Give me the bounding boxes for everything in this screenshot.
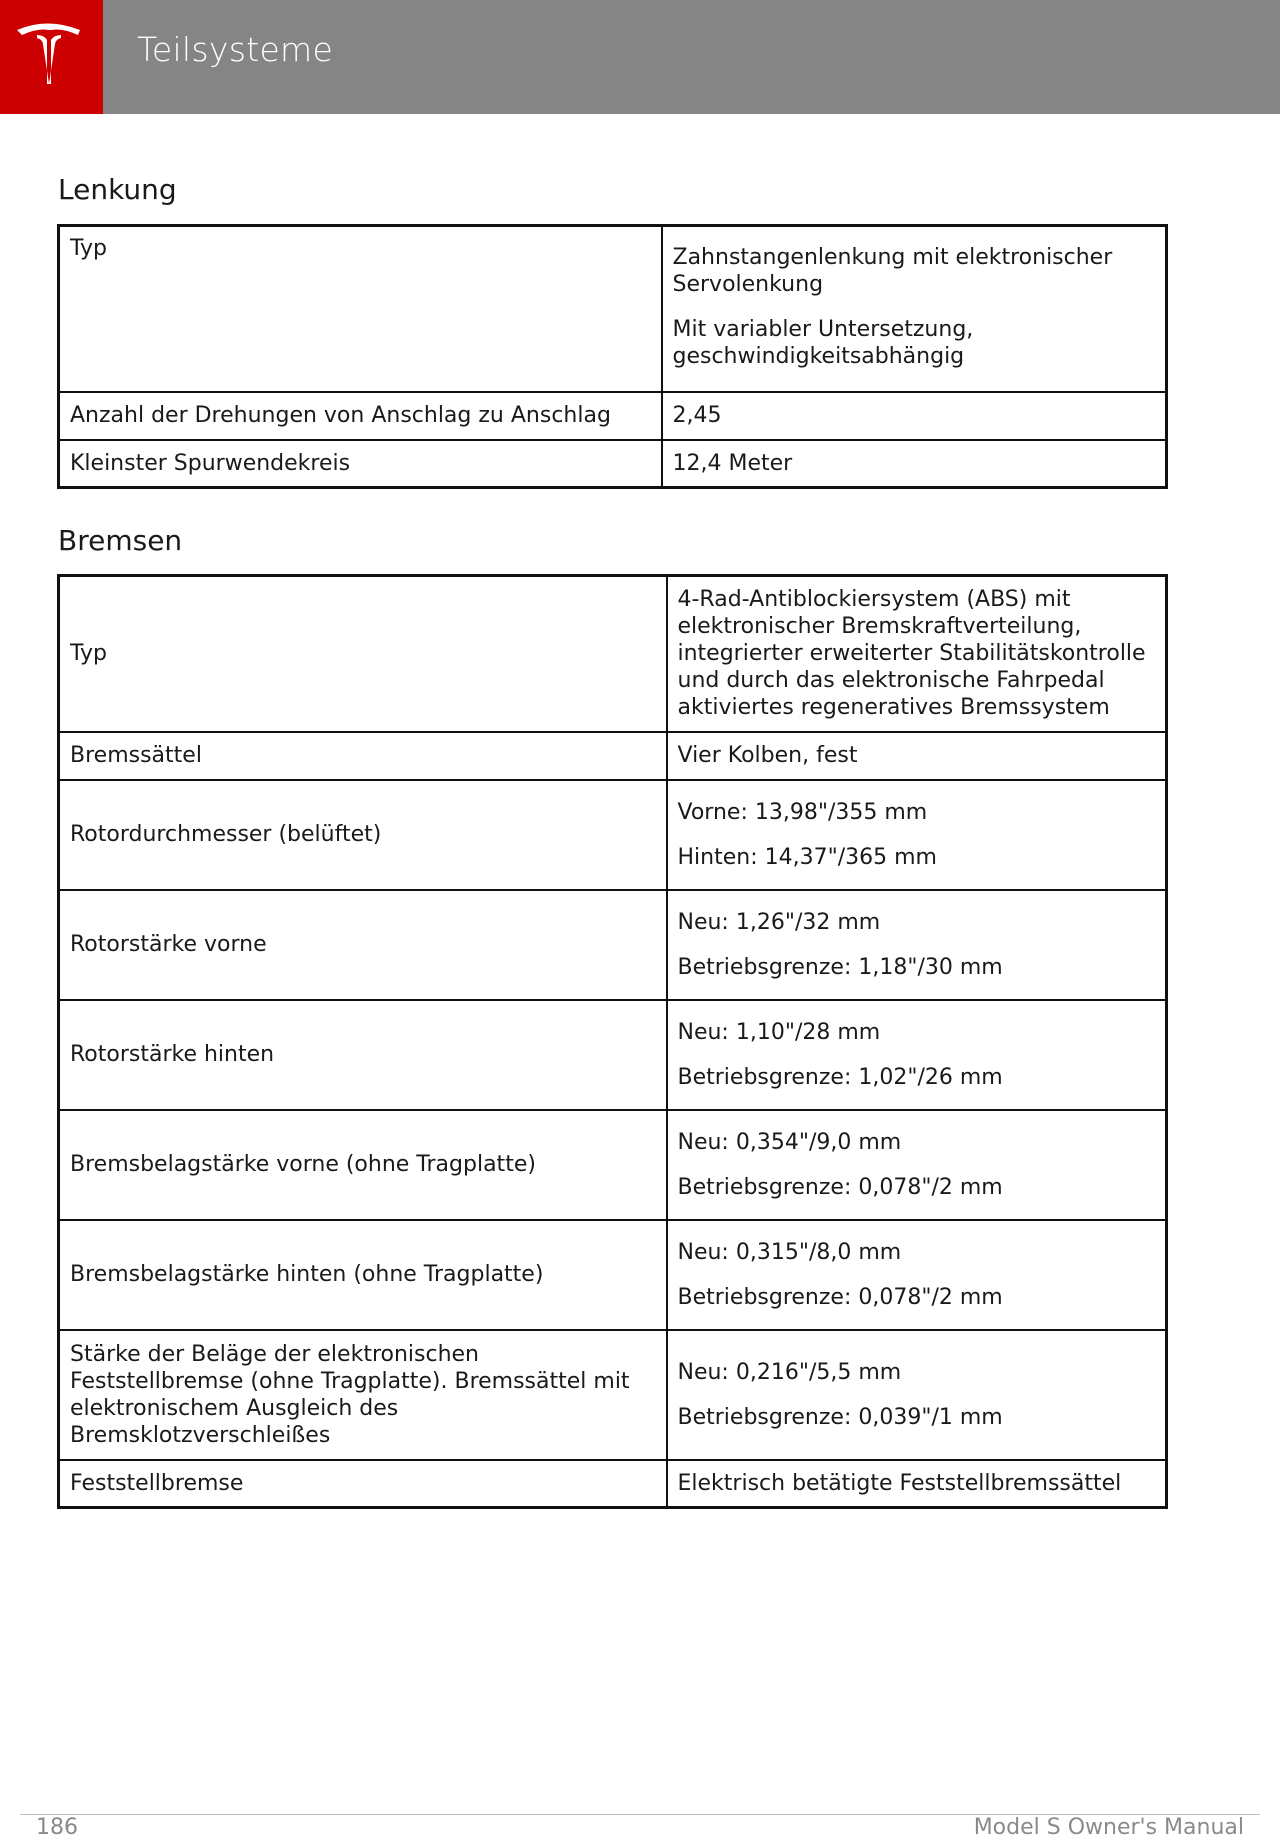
section-title-brakes: Bremsen (58, 524, 183, 557)
spec-value: 4-Rad-Antiblockiersystem (ABS) mit elektronischer Bremskraftverteilung, integrierter erweiterter Stabilitätskontrolle und durch das elektronische Fahrpedal aktiviertes regeneratives Bremssystem (667, 576, 1167, 732)
spec-label: Rotorstärke vorne (59, 890, 667, 1000)
spec-value: 12,4 Meter (662, 440, 1167, 488)
spec-label: Bremsbelagstärke hinten (ohne Tragplatte) (59, 1220, 667, 1330)
spec-value-line: Mit variabler Untersetzung, geschwindigkeitsabhängig (672, 317, 974, 369)
table-row (59, 890, 1167, 1000)
spec-value-line: Betriebsgrenze: 1,02"/26 mm (677, 1064, 1003, 1090)
spec-label: Typ (59, 576, 667, 732)
table-row (59, 1220, 1167, 1330)
spec-value (667, 1110, 1167, 1220)
steering-spec-table (57, 224, 1168, 489)
table-row (59, 576, 1167, 732)
section-title-steering: Lenkung (58, 173, 177, 206)
manual-title: Model S Owner's Manual (973, 1815, 1244, 1840)
spec-value-line: Zahnstangenlenkung mit elektronischer Servolenkung (672, 245, 1113, 297)
spec-value (662, 226, 1167, 392)
spec-value-line: Neu: 1,10"/28 mm (677, 1019, 881, 1045)
brakes-spec-table (57, 574, 1168, 1509)
spec-value-line: Neu: 0,216"/5,5 mm (677, 1359, 902, 1385)
spec-label: Stärke der Beläge der elektronischen Feststellbremse (ohne Tragplatte). Bremssättel mit elektronischem Ausgleich des Bremsklotzverschleißes (59, 1330, 667, 1460)
table-row (59, 780, 1167, 890)
spec-label: Anzahl der Drehungen von Anschlag zu Anschlag (59, 392, 662, 440)
spec-value-line: Neu: 0,315"/8,0 mm (677, 1239, 902, 1265)
page-title: Teilsysteme (137, 30, 334, 69)
spec-label: Typ (59, 226, 662, 392)
brand-logo (0, 0, 103, 114)
table-row (59, 1110, 1167, 1220)
page-header (0, 0, 1280, 114)
spec-value-line: Betriebsgrenze: 0,078"/2 mm (677, 1284, 1003, 1310)
table-row (59, 440, 1167, 488)
spec-value-line: Neu: 0,354"/9,0 mm (677, 1129, 902, 1155)
spec-value-line: Neu: 1,26"/32 mm (677, 909, 881, 935)
table-row (59, 732, 1167, 780)
table-row (59, 1000, 1167, 1110)
spec-value-line: Betriebsgrenze: 0,039"/1 mm (677, 1404, 1003, 1430)
spec-value-line: Vorne: 13,98"/355 mm (677, 799, 928, 825)
spec-value-line: Betriebsgrenze: 0,078"/2 mm (677, 1174, 1003, 1200)
spec-value: Vier Kolben, fest (667, 732, 1167, 780)
spec-value (667, 1330, 1167, 1460)
spec-value (667, 890, 1167, 1000)
table-row (59, 226, 1167, 392)
spec-label: Rotordurchmesser (belüftet) (59, 780, 667, 890)
spec-value (667, 1220, 1167, 1330)
spec-label: Feststellbremse (59, 1460, 667, 1508)
tesla-logo-icon (0, 0, 103, 114)
spec-label: Bremssättel (59, 732, 667, 780)
spec-label: Kleinster Spurwendekreis (59, 440, 662, 488)
table-row (59, 1460, 1167, 1508)
spec-value (667, 780, 1167, 890)
spec-value: 2,45 (662, 392, 1167, 440)
table-row (59, 1330, 1167, 1460)
spec-value: Elektrisch betätigte Feststellbremssättel (667, 1460, 1167, 1508)
spec-value-line: Betriebsgrenze: 1,18"/30 mm (677, 954, 1003, 980)
page-number: 186 (36, 1815, 78, 1840)
spec-label: Bremsbelagstärke vorne (ohne Tragplatte) (59, 1110, 667, 1220)
table-row (59, 392, 1167, 440)
spec-label: Rotorstärke hinten (59, 1000, 667, 1110)
spec-value (667, 1000, 1167, 1110)
spec-value-line: Hinten: 14,37"/365 mm (677, 844, 937, 870)
